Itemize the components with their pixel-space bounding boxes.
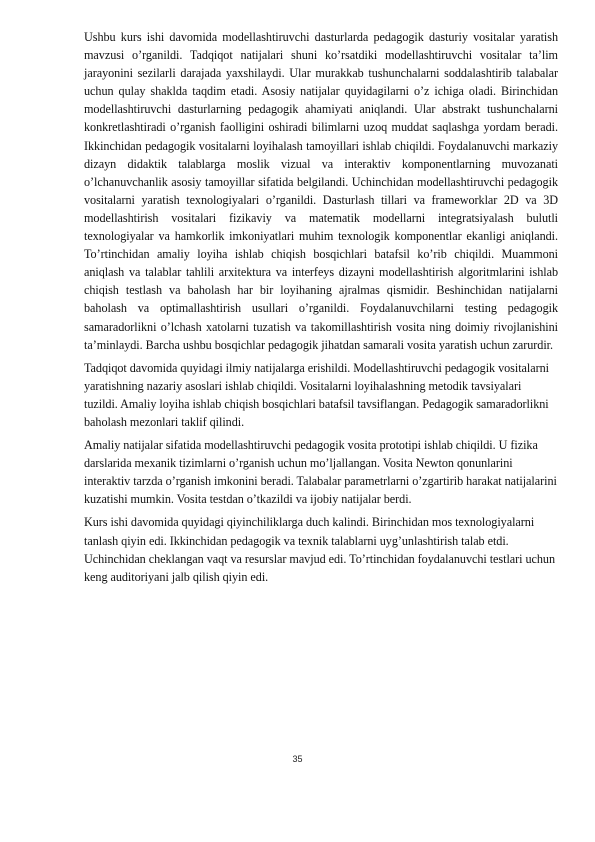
paragraph-practical-results: Amaliy natijalar sifatida modellashtiruvchi pedagogik vosita prototipi ishlab chiqildi. U fizika darslarida mexanik tizimlarni o’rganish uchun mo’ljallangan. Vosita Newton qonunlarini interaktiv tarzda o’rganish imkonini beradi. Talabalar parametrlarni o’zgartirib harakat natijalarini kuzatishi mumkin. Vosita testdan o’tkazildi va ijobiy natijalar berdi. bbox=[84, 438, 557, 507]
document-page bbox=[84, 28, 558, 591]
paragraph-scientific-results: Tadqiqot davomida quyidagi ilmiy natijalarga erishildi. Modellashtiruvchi pedagogik vositalarni yaratishning nazariy asoslari ishlab chiqildi. Vositalarni loyihalashning metodik tavsiyalari tuzildi. Amaliy loyiha ishlab chiqish bosqichlari batafsil tavsiflangan. Pedagogik samaradorlikni baholash mezonlari taklif qilindi. bbox=[84, 360, 549, 429]
page-number: 35 bbox=[292, 754, 303, 764]
paragraph-summary: Ushbu kurs ishi davomida modellashtiruvchi dasturlarda pedagogik dasturiy vositalar yaratish mavzusi o’rganildi. Tadqiqot natijalari shuni ko’rsatdiki modellashtiruvchi vositalar ta’lim jarayonini sezilarli darajada yaxshilaydi. Ular murakkab tushunchalarni soddalashtirib talabalar uchun qulay shaklda taqdim etadi. Asosiy natijalar quyidagilarni o’z ichiga oladi. Birinchidan modellashtiruvchi dasturlarning pedagogik ahamiyati aniqlandi. Ular abstrakt tushunchalarni konkretlashtiradi o’rganish faolligini oshiradi bilimlarni uzoq muddat saqlashga yordam beradi. Ikkinchidan pedagogik vositalarni loyihalash tamoyillari ishlab chiqildi. Foydalanuvchi markaziy dizayn didaktik talablarga moslik vizual va interaktiv komponentlarning muvozanati o’lchanuvchanlik asosiy tamoyillar sifatida belgilandi. Uchinchidan modellashtiruvchi pedagogik vositalarni yaratish texnologiyalari o’rganildi. Dasturlash tillari va frameworklar 2D va 3D modellashtirish vositalari fizikaviy va matematik modellarni integratsiyalash bulutli texnologiyalar va hamkorlik imkoniyatlari muhim texnologik komponentlar ekanligi aniqlandi. To’rtinchidan amaliy loyiha ishlab chiqish bosqichlari batafsil ko’rib chiqildi. Muammoni aniqlash va talablar tahlili arxitektura va interfeys dizayni modellashtirish algoritmlarini ishlab chiqish testlash va baholash har bir loyihaning ajralmas qismidir. Beshinchidan natijalarni baholash va optimallashtirish usullari o’rganildi. Foydalanuvchilarni testing pedagogik samaradorlikni o’lchash xatolarni tuzatish va takomillashtirish vosita ning doimiy rivojlanishini ta’minlaydi. Barcha ushbu bosqichlar pedagogik jihatdan samarali vosita yaratish uchun zarurdir. bbox=[84, 30, 558, 352]
paragraph-difficulties: Kurs ishi davomida quyidagi qiyinchiliklarga duch kalindi. Birinchidan mos texnologiyalarni tanlash qiyin edi. Ikkinchidan pedagogik va texnik talablarni uyg’unlashtirish talab etdi. Uchinchidan cheklangan vaqt va resurslar mavjud edi. To’rtinchidan foydalanuvchi testlari uchun keng auditoriyani jalb qilish qiyin edi. bbox=[84, 515, 556, 584]
